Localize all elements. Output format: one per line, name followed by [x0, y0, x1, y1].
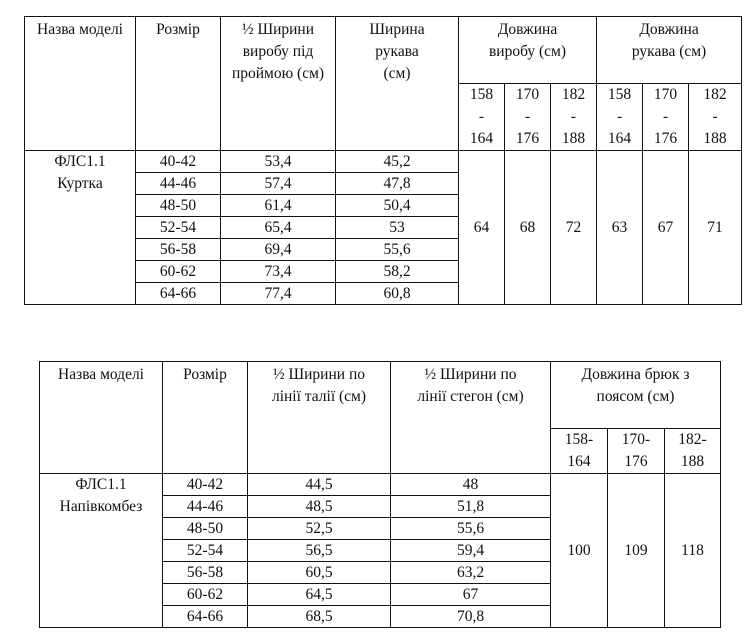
half-width-cell: 53,4 [221, 151, 336, 173]
trouser-length-cell: 109 [608, 474, 665, 628]
hips-cell: 51,8 [391, 496, 551, 518]
sleeve-width-cell: 45,2 [336, 151, 459, 173]
sleeve-length-cell: 63 [597, 151, 643, 305]
size-cell: 56-58 [163, 562, 248, 584]
hips-cell: 67 [391, 584, 551, 606]
height-range-170-176: 170- 176 [608, 429, 665, 474]
size-cell: 48-50 [163, 518, 248, 540]
waist-cell: 52,5 [248, 518, 391, 540]
header-trouser-length: Довжина брюк з поясом (см) [551, 362, 721, 429]
hips-cell: 70,8 [391, 606, 551, 628]
hips-cell: 48 [391, 474, 551, 496]
header-model-name: Назва моделі [25, 17, 136, 151]
size-cell: 48-50 [136, 195, 221, 217]
waist-cell: 60,5 [248, 562, 391, 584]
half-width-cell: 73,4 [221, 261, 336, 283]
sleeve-width-cell: 60,8 [336, 283, 459, 305]
header-model-name: Назва моделі [40, 362, 163, 474]
overalls-size-table [39, 361, 721, 628]
size-cell: 64-66 [163, 606, 248, 628]
size-cell: 44-46 [136, 173, 221, 195]
waist-cell: 56,5 [248, 540, 391, 562]
sleeve-width-cell: 47,8 [336, 173, 459, 195]
hips-cell: 55,6 [391, 518, 551, 540]
waist-cell: 64,5 [248, 584, 391, 606]
size-cell: 56-58 [136, 239, 221, 261]
size-cell: 44-46 [163, 496, 248, 518]
half-width-cell: 61,4 [221, 195, 336, 217]
size-cell: 60-62 [136, 261, 221, 283]
half-width-cell: 77,4 [221, 283, 336, 305]
height-range-170-176: 170 - 176 [505, 84, 551, 151]
jacket-size-table [24, 16, 742, 305]
product-length-cell: 72 [551, 151, 597, 305]
table-row [40, 474, 721, 496]
header-half-waist-width: ½ Ширини по лінії талії (см) [248, 362, 391, 474]
size-cell: 40-42 [163, 474, 248, 496]
height-range-158-164: 158- 164 [551, 429, 608, 474]
size-cell: 64-66 [136, 283, 221, 305]
model-name-overalls: ФЛС1.1 Напівкомбез [40, 474, 163, 628]
sleeve-width-cell: 53 [336, 217, 459, 239]
half-width-cell: 65,4 [221, 217, 336, 239]
product-length-cell: 68 [505, 151, 551, 305]
sleeve-width-cell: 50,4 [336, 195, 459, 217]
height-range-182-188: 182 - 188 [551, 84, 597, 151]
header-product-length: Довжина виробу (см) [459, 17, 597, 84]
half-width-cell: 69,4 [221, 239, 336, 261]
header-size: Розмір [136, 17, 221, 151]
size-cell: 52-54 [163, 540, 248, 562]
half-width-cell: 57,4 [221, 173, 336, 195]
table-row [25, 151, 742, 173]
sleeve-width-cell: 55,6 [336, 239, 459, 261]
header-half-hip-width: ½ Ширини по лінії стегон (см) [391, 362, 551, 474]
height-range-158-164: 158 - 164 [459, 84, 505, 151]
height-range-182-188: 182- 188 [665, 429, 721, 474]
model-name-jacket: ФЛС1.1 Куртка [25, 151, 136, 305]
sleeve-length-cell: 67 [643, 151, 689, 305]
header-sleeve-length: Довжина рукава (см) [597, 17, 742, 84]
header-half-width-armhole: ½ Ширини виробу під проймою (см) [221, 17, 336, 151]
hips-cell: 63,2 [391, 562, 551, 584]
height-range-182-188: 182 - 188 [689, 84, 742, 151]
size-cell: 60-62 [163, 584, 248, 606]
hips-cell: 59,4 [391, 540, 551, 562]
waist-cell: 68,5 [248, 606, 391, 628]
height-range-158-164: 158 - 164 [597, 84, 643, 151]
product-length-cell: 64 [459, 151, 505, 305]
waist-cell: 48,5 [248, 496, 391, 518]
size-cell: 52-54 [136, 217, 221, 239]
height-range-170-176: 170 - 176 [643, 84, 689, 151]
sleeve-length-cell: 71 [689, 151, 742, 305]
header-sleeve-width: Ширина рукава (см) [336, 17, 459, 151]
header-size: Розмір [163, 362, 248, 474]
size-cell: 40-42 [136, 151, 221, 173]
waist-cell: 44,5 [248, 474, 391, 496]
trouser-length-cell: 100 [551, 474, 608, 628]
trouser-length-cell: 118 [665, 474, 721, 628]
sleeve-width-cell: 58,2 [336, 261, 459, 283]
